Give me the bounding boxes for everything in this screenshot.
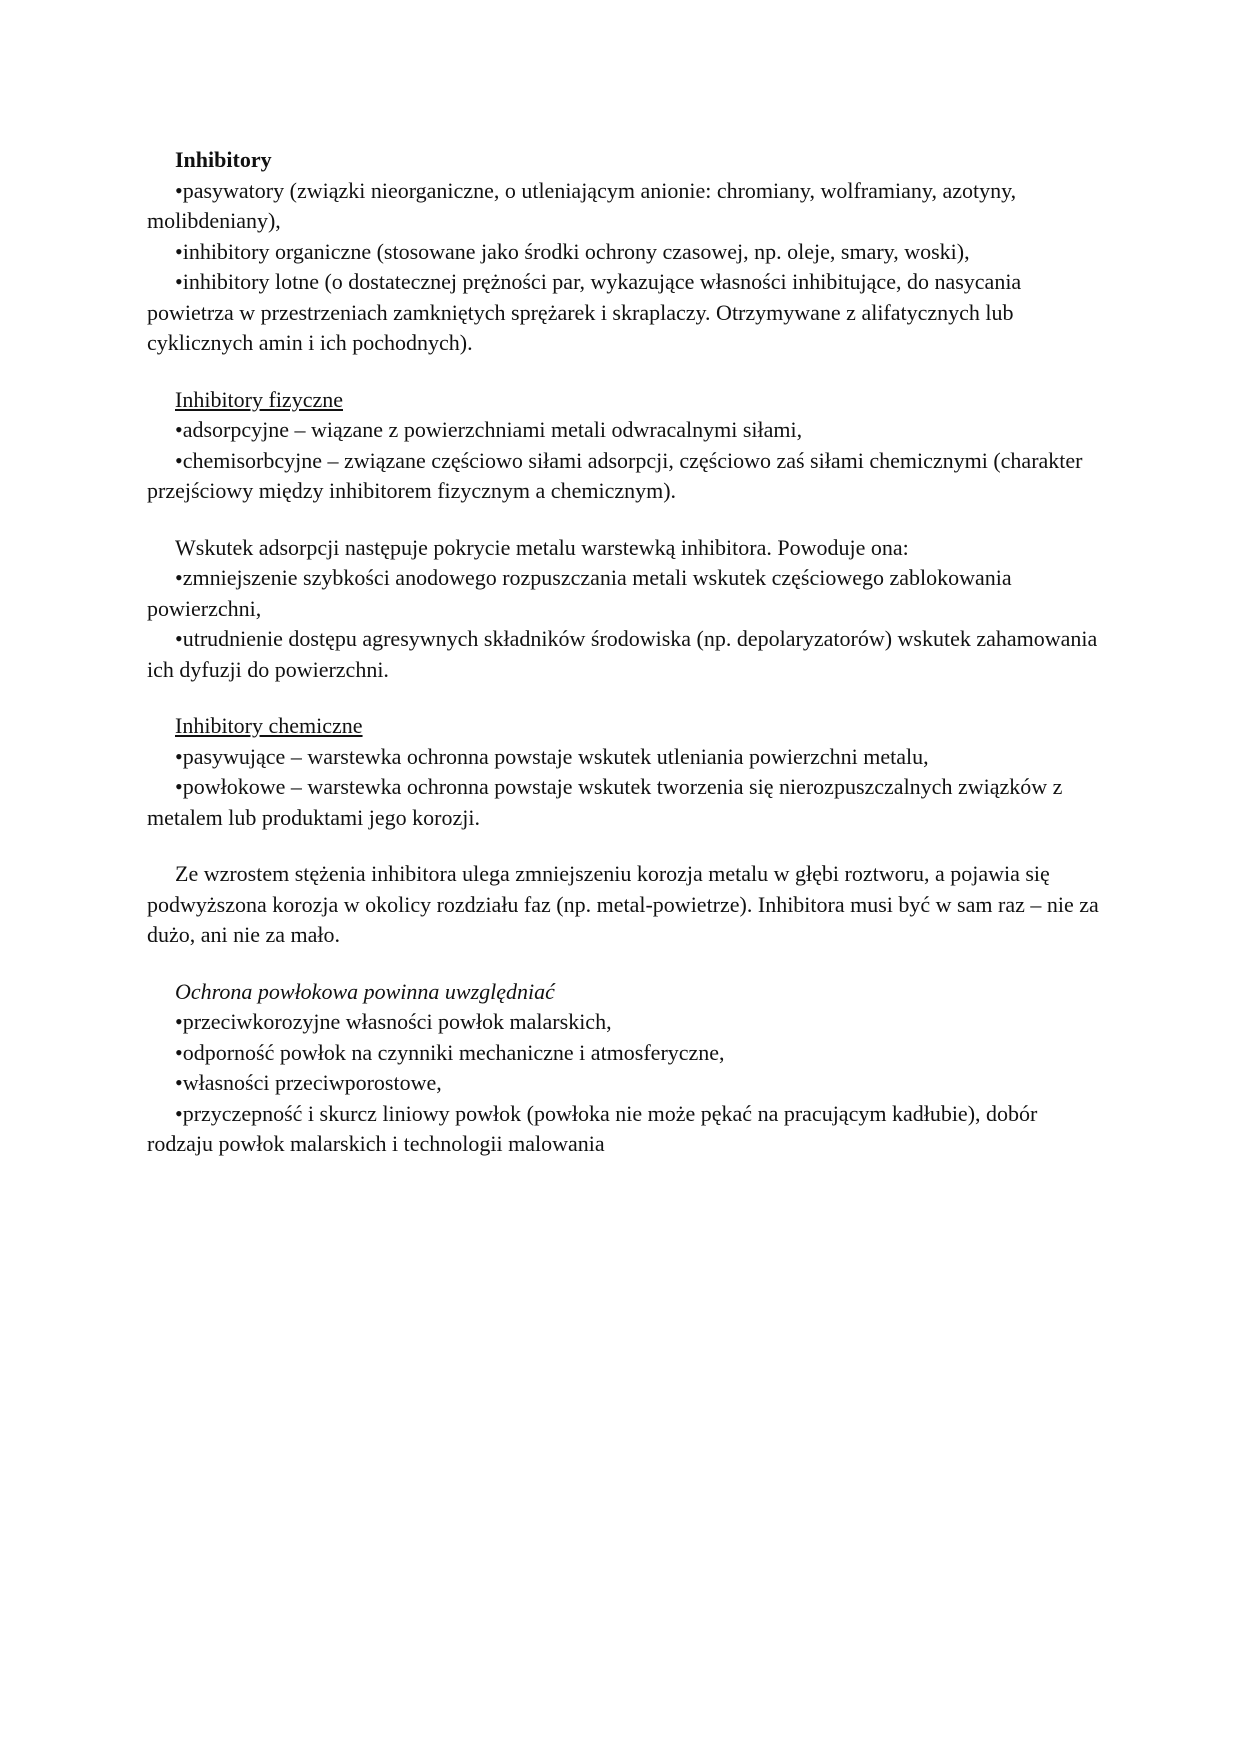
- body-paragraph: Ze wzrostem stężenia inhibitora ulega zmniejszeniu korozja metalu w głębi roztworu, a pojawia się podwyższona korozja w okolicy rozdziału faz (np. metal-powietrze). Inhibitora musi być w sam raz – nie za dużo, ani nie za mało.: [147, 861, 1099, 947]
- bullet-icon: •: [175, 743, 183, 769]
- bullet-icon: •: [175, 238, 183, 264]
- list-item-text: pasywujące – warstewka ochronna powstaje wskutek utleniania powierzchni metalu,: [182, 743, 929, 769]
- bullet-icon: •: [175, 1009, 183, 1034]
- section-intro: Wskutek adsorpcji następuje pokrycie metalu warstewką inhibitora. Powoduje ona:: [175, 534, 909, 560]
- section-ochrona-powlokowa: [147, 977, 1107, 1160]
- list-item-text: zmniejszenie szybkości anodowego rozpuszczania metali wskutek częściowego zablokowania powierzchni,: [147, 565, 1012, 621]
- bullet-icon: •: [175, 417, 183, 442]
- list-item-text: utrudnienie dostępu agresywnych składników środowiska (np. depolaryzatorów) wskutek zahamowania ich dyfuzji do powierzchni.: [147, 626, 1098, 682]
- bullet-icon: •: [175, 565, 183, 590]
- list-item: [147, 267, 1107, 359]
- list-item-text: własności przeciwporostowe,: [182, 1070, 442, 1095]
- list-item-text: chemisorbcyjne – związane częściowo siłami adsorpcji, częściowo zaś siłami chemicznymi (charakter przejściowy między inhibitorem fizycznym a chemicznym).: [147, 447, 1083, 503]
- list-item-text: inhibitory lotne (o dostatecznej prężności par, wykazujące własności inhibitujące, do nasycania powietrza w przestrzeniach zamkniętych sprężarek i skraplaczy. Otrzymywane z alifatycznych lub cyklicznych amin i ich pochodnych).: [147, 269, 1022, 355]
- bullet-icon: •: [175, 1039, 183, 1065]
- section-adsorpcja: [147, 533, 1107, 686]
- section-heading: Inhibitory fizyczne: [175, 386, 343, 412]
- list-item-text: pasywatory (związki nieorganiczne, o utleniającym anionie: chromiany, wolframiany, azotyny, molibdeniany),: [147, 177, 1017, 233]
- section-heading: Inhibitory chemiczne: [175, 713, 363, 738]
- document-page: [147, 145, 1107, 1160]
- bullet-icon: •: [175, 774, 183, 799]
- list-item: [147, 1099, 1107, 1160]
- list-item: [147, 1038, 1107, 1069]
- list-item-text: przeciwkorozyjne własności powłok malarskich,: [182, 1009, 612, 1034]
- list-item: [147, 742, 1107, 773]
- section-heading: Inhibitory: [175, 147, 272, 172]
- bullet-icon: •: [175, 177, 183, 203]
- section-stezenie: [147, 859, 1107, 951]
- section-inhibitory-fizyczne: [147, 385, 1107, 507]
- list-item: [147, 624, 1107, 685]
- bullet-icon: •: [175, 447, 183, 473]
- list-item: [147, 446, 1107, 507]
- list-item-text: powłokowe – warstewka ochronna powstaje wskutek tworzenia się nierozpuszczalnych związków z metalem lub produktami jego korozji.: [147, 774, 1063, 830]
- list-item: [147, 772, 1107, 833]
- list-item-text: adsorpcyjne – wiązane z powierzchniami metali odwracalnymi siłami,: [182, 417, 803, 442]
- section-inhibitory-chemiczne: [147, 711, 1107, 833]
- list-item: [147, 237, 1107, 268]
- list-item-text: inhibitory organiczne (stosowane jako środki ochrony czasowej, np. oleje, smary, woski),: [182, 238, 970, 264]
- list-item-text: przyczepność i skurcz liniowy powłok (powłoka nie może pękać na pracującym kadłubie), dobór rodzaju powłok malarskich i technologii malowania: [147, 1100, 1038, 1156]
- bullet-icon: •: [175, 626, 183, 651]
- list-item: [147, 1007, 1107, 1038]
- list-item: [147, 1068, 1107, 1099]
- bullet-icon: •: [175, 269, 183, 294]
- list-item: [147, 176, 1107, 237]
- section-inhibitory: [147, 145, 1107, 359]
- list-item-text: odporność powłok na czynniki mechaniczne i atmosferyczne,: [182, 1039, 725, 1065]
- section-heading: Ochrona powłokowa powinna uwzględniać: [175, 978, 555, 1004]
- list-item: [147, 563, 1107, 624]
- list-item: [147, 415, 1107, 446]
- bullet-icon: •: [175, 1100, 183, 1126]
- bullet-icon: •: [175, 1070, 183, 1095]
